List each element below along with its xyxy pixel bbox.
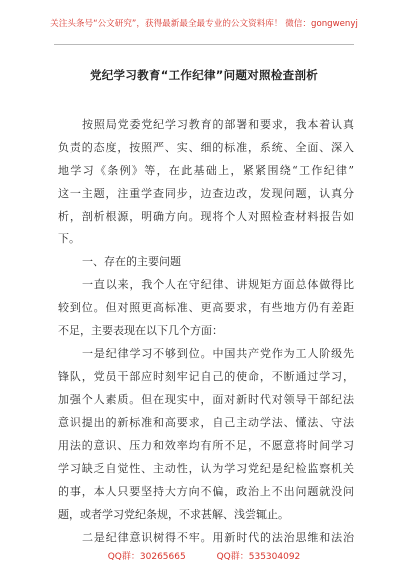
body-line: 这一主题，注重学查同步，边查边改，发现问题，认真分 <box>58 187 354 200</box>
body-line: 锋队，党员干部应时刻牢记自己的使命，不断通过学习， <box>58 370 354 383</box>
body-line: 负责的态度，按照严、实、细的标准，系统、全面、深入 <box>58 141 354 154</box>
section-heading: 一、存在的主要问题 <box>82 255 181 268</box>
body-line: 一是纪律学习不够到位。中国共产党作为工人阶级先 <box>82 347 354 360</box>
body-line: 的事，本人只要坚持大方向不偏，政治上不出问题就没问 <box>58 485 354 498</box>
body-line: 按照局党委党纪学习教育的部署和要求，我本着认真 <box>82 118 354 131</box>
promo-header: 关注头条号“公文研究”，获得最新最全最专业的公文资料库！ 微信：gongwenyj <box>50 19 358 29</box>
body-line: 一直以来，我个人在守纪律、讲规矩方面总体做得比 <box>82 278 354 291</box>
body-line: 不足，主要表现在以下几个方面： <box>58 324 223 337</box>
body-line: 下。 <box>58 232 80 245</box>
qq-group-1: QQ群：30265665 <box>107 552 186 562</box>
header-divider <box>54 44 354 45</box>
body-line: 析，剖析根源，明确方向。现将个人对照检查材料报告如 <box>58 210 354 223</box>
body-line: 加强个人素质。但在现实中，面对新时代对领导干部纪法 <box>58 393 354 406</box>
body-line: 学习缺乏自觉性、主动性，认为学习党纪是纪检监察机关 <box>58 462 354 475</box>
body-line: 意识提出的新标准和高要求，自己主动学法、懂法、守法 <box>58 416 354 429</box>
body-line: 较到位。但对照更高标准、更高要求，有些地方仍有差距 <box>58 301 354 314</box>
document-title: 党纪学习教育“工作纪律”问题对照检查剖析 <box>89 68 319 82</box>
body-line: 二是纪律意识树得不牢。用新时代的法治思维和法治 <box>82 531 354 544</box>
body-line: 题，或者学习党纪条规，不求甚解、浅尝辄止。 <box>58 508 289 521</box>
qq-group-2: QQ群：535304092 <box>216 552 301 562</box>
body-line: 地学习《条例》等，在此基础上，紧紧围绕“工作纪律” <box>58 164 354 177</box>
body-line: 用法的意识、压力和效率均有所不足，不愿意将时间学习 <box>58 439 354 452</box>
promo-footer <box>0 549 408 562</box>
